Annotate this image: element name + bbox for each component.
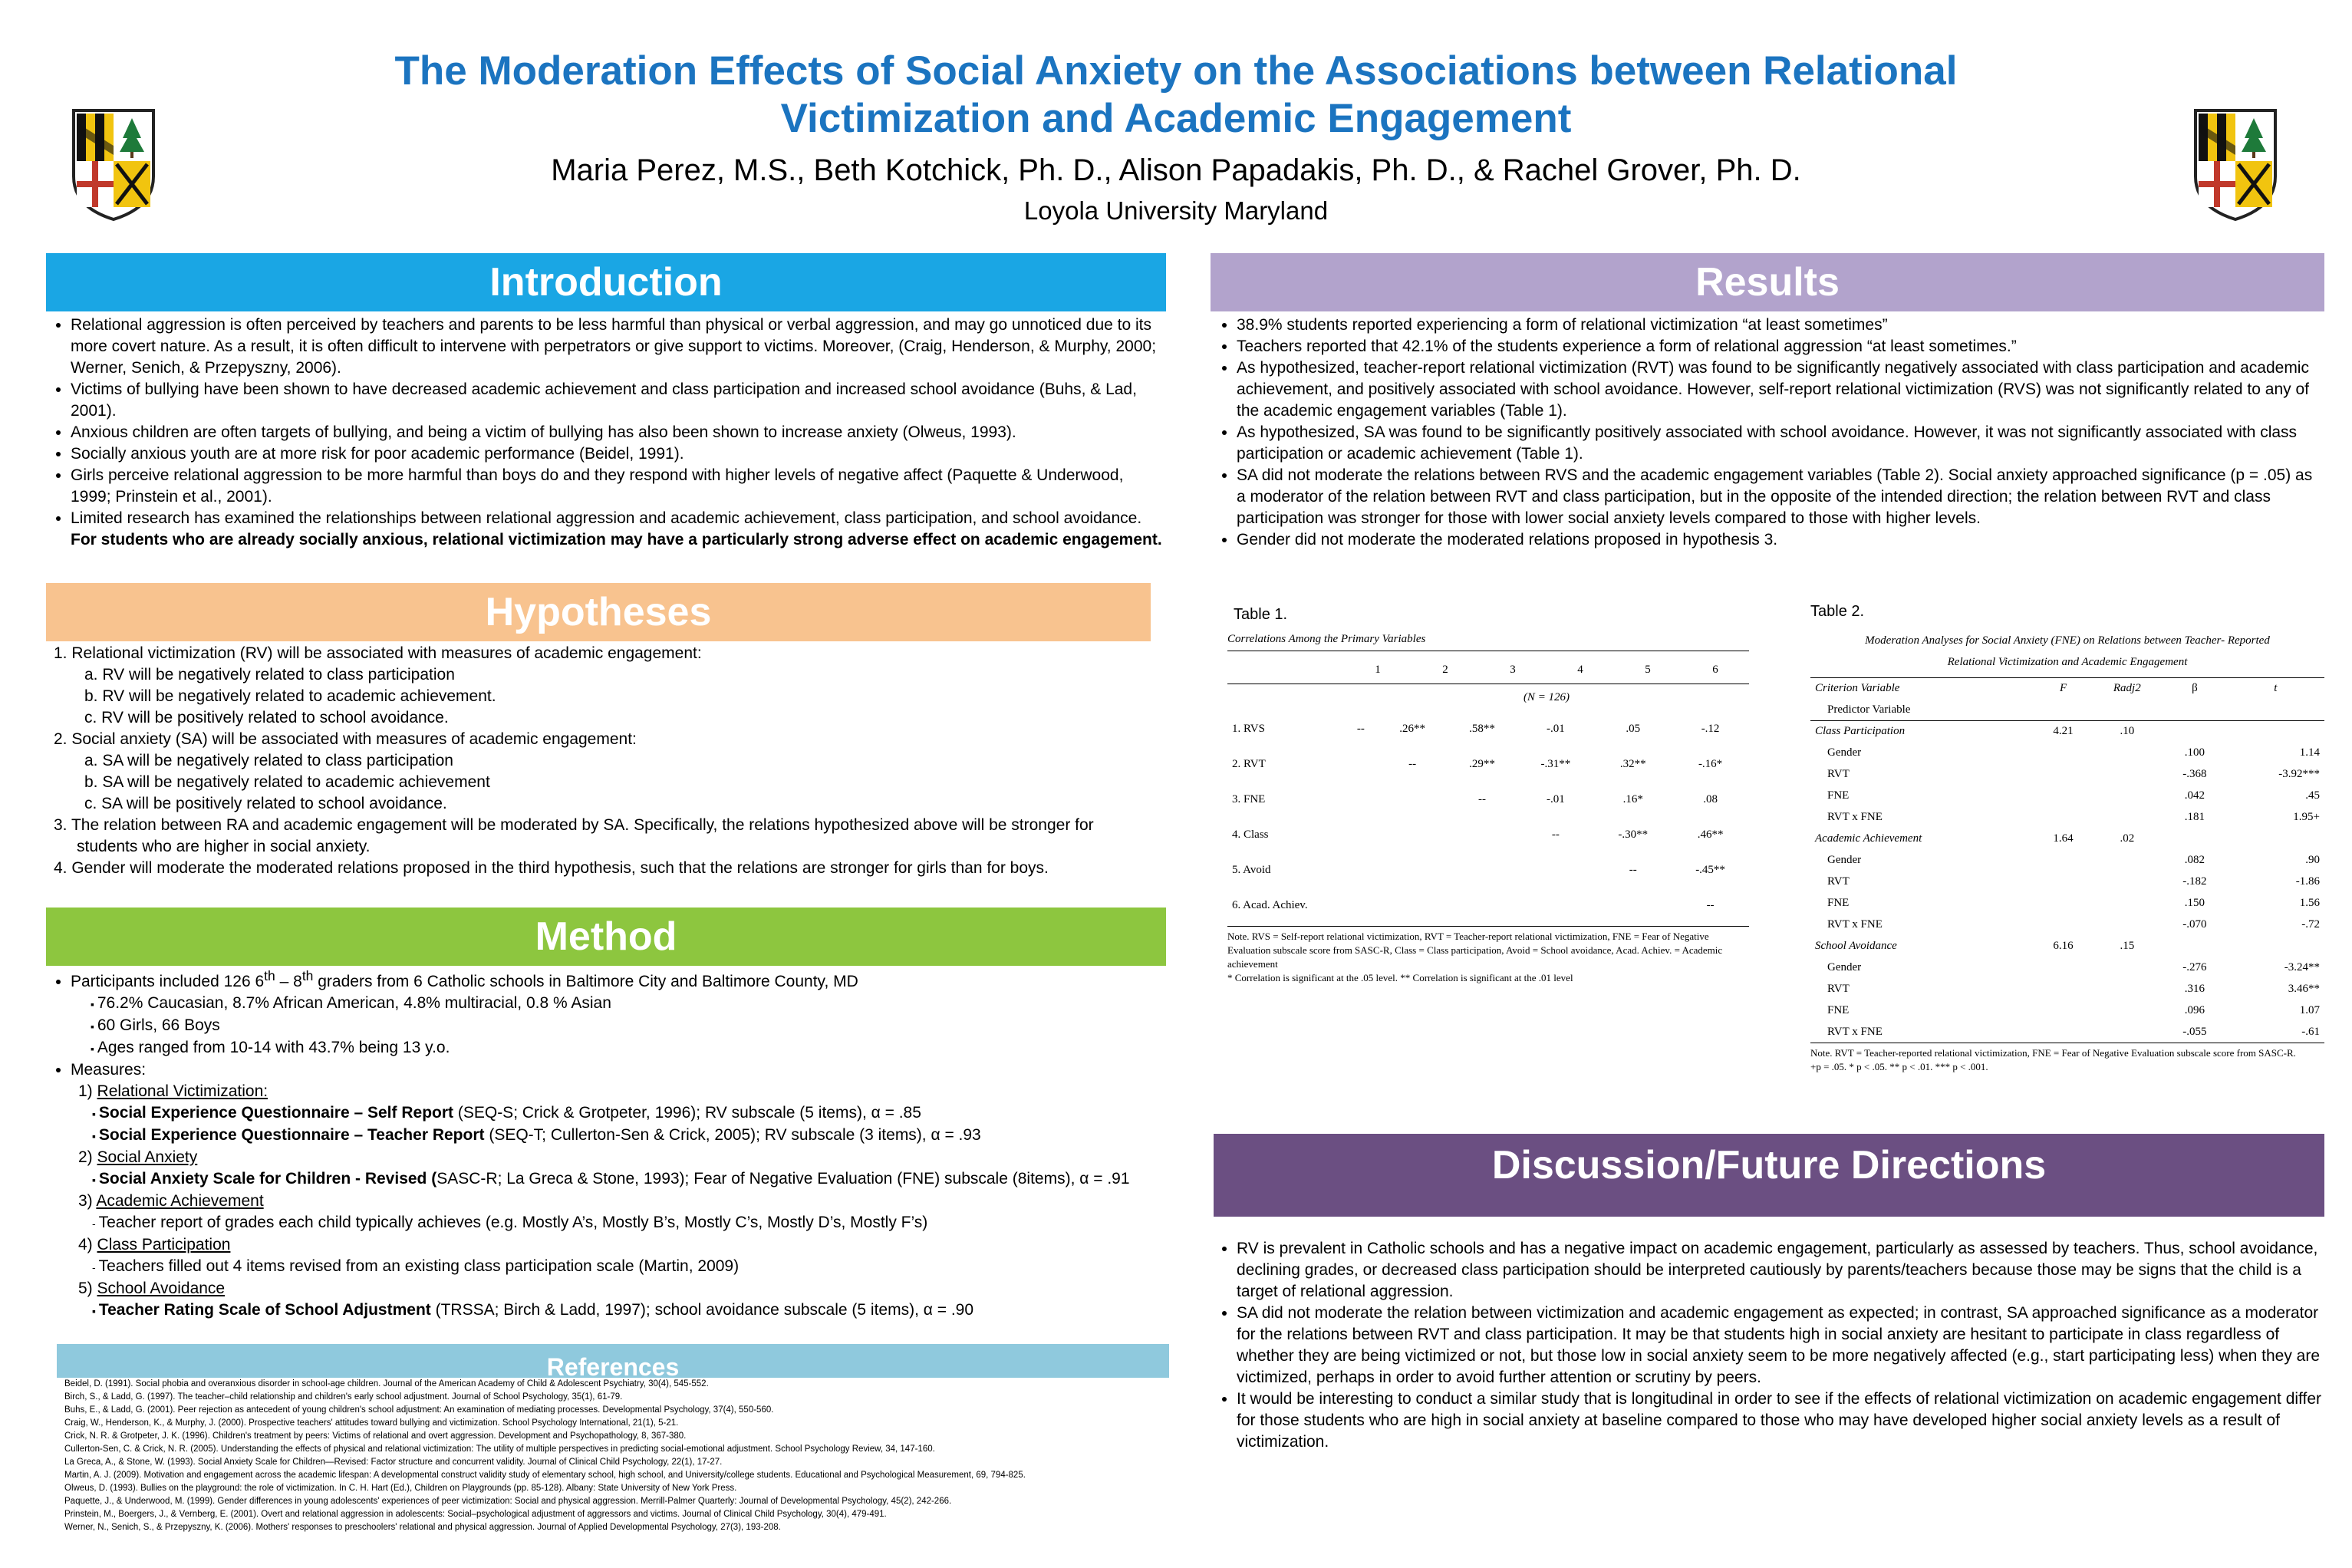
intro-bold-statement: For students who are already socially anxious, relational victimization may have a particularly strong adverse effect on academic engagement. xyxy=(71,531,1162,548)
table-2-subtitle-line: Relational Victimization and Academic Engagement xyxy=(1947,656,2188,668)
references-header: References xyxy=(57,1344,1169,1378)
predictor-row xyxy=(1810,850,2324,871)
university-crest-left xyxy=(71,107,156,221)
participants-part: – 8 xyxy=(275,973,302,990)
table-row xyxy=(1227,746,1749,782)
table-1-grid xyxy=(1227,657,1749,711)
correlation-cell xyxy=(1344,888,1378,923)
row-label: 6. Acad. Achiev. xyxy=(1232,898,1308,911)
intro-bullet: • Relational aggression is often perceived by teachers and parents to be less harmful than physical or verbal aggression, and may go unnoticed due to its more covert nature. As a result, it is often difficult to intervene with perpetrators or give support to victims. Moreover, (Craig, Henderson, & Murphy, 2000; Werner, Senich, & Przepyszny, 2006). xyxy=(71,315,1168,379)
r2-value: .15 xyxy=(2120,940,2135,952)
table-1-significance: * Correlation is significant at the .05 level. ** Correlation is significant at the .01 level xyxy=(1227,972,1573,983)
correlation-cell xyxy=(1448,888,1517,923)
reference-item: Prinstein, M., Boergers, J., & Vernberg, E. (2001). Overt and relational aggression in adolescents: Social–psychological adjustment of aggressors and victims. Journal of Clinical Child Psychology, 30(4), 479-491. xyxy=(64,1510,887,1519)
reference-item: Olweus, D. (1993). Bullies on the playground: the role of victimization. In C. H. Hart (Ed.), Children on Playgrounds (pp. 85-128). Albany: State University of New York Press. xyxy=(64,1484,737,1493)
col-header: 6 xyxy=(1712,664,1718,677)
demographic-item: ▪ 76.2% Caucasian, 8.7% African American, 4.8% multiracial, 0.8 % Asian xyxy=(91,993,1168,1015)
predictor-name: RVT xyxy=(1827,768,1850,780)
r2-value: .10 xyxy=(2120,725,2135,738)
measure-1 xyxy=(48,1081,1168,1102)
correlation-cell: -.16* xyxy=(1698,757,1723,770)
correlation-cell: -.12 xyxy=(1701,722,1720,735)
method-header: Method xyxy=(46,908,1166,966)
beta-value: -.055 xyxy=(2182,1025,2207,1038)
beta-value: -.182 xyxy=(2182,875,2207,888)
superscript: th xyxy=(264,968,275,983)
measure-detail: (SEQ-T; Cullerton-Sen & Crick, 2005); RV subscale (3 items), α = .93 xyxy=(484,1126,981,1144)
col-header: 3 xyxy=(1510,664,1516,677)
measure-title: Academic Achievement xyxy=(96,1192,264,1210)
beta-value: .316 xyxy=(2184,983,2205,995)
correlation-cell xyxy=(1448,817,1517,852)
measure-5a xyxy=(92,1300,1168,1322)
predictor-row xyxy=(1810,957,2324,979)
beta-value: -.070 xyxy=(2182,918,2207,931)
t-value: 1.14 xyxy=(2299,746,2320,759)
correlation-cell: -.01 xyxy=(1547,722,1565,735)
hypotheses-header: Hypotheses xyxy=(46,583,1151,641)
correlation-cell xyxy=(1344,782,1378,817)
row-label: 4. Class xyxy=(1232,828,1269,841)
predictor-name: Gender xyxy=(1827,854,1862,866)
predictor-row xyxy=(1810,871,2324,893)
discussion-bullet: • RV is prevalent in Catholic schools and has a negative impact on academic engagement, particularly as assessed by teachers. Thus, school avoidance, declining grades, or decreased class participation should be interpreted cautiously by parents/teachers because those may be signs that the child is a target of relational aggression. xyxy=(1237,1238,2322,1303)
correlation-cell: .16* xyxy=(1622,792,1643,805)
criterion-name: Class Participation xyxy=(1815,725,1906,738)
row-label: 2. RVT xyxy=(1232,757,1266,770)
intro-bullet-text: Limited research has examined the relationships between relational aggression and academic achievement, class participation, and school avoidance. xyxy=(71,509,1142,527)
intro-bullet: • Anxious children are often targets of bullying, and being a victim of bullying has also been shown to increase anxiety (Olweus, 1993). xyxy=(71,422,1168,443)
predictor-row xyxy=(1810,764,2324,786)
correlation-cell xyxy=(1448,852,1517,888)
predictor-row xyxy=(1810,979,2324,1000)
table-2-subtitle xyxy=(1810,630,2324,673)
table-row xyxy=(1227,711,1749,746)
measure-number: 1) xyxy=(78,1082,93,1100)
t-value: 1.95+ xyxy=(2293,811,2320,823)
poster-title xyxy=(230,48,2122,143)
table-1-note: Note. RVS = Self-report relational victimization, RVT = Teacher-report relational victimization, FNE = Fear of Negative Evaluation subscale score from SASC-R, Class = Class participation, Avoid = School avoidance, Acad. Achiev. = Academic achievement xyxy=(1227,931,1723,970)
measure-name: Social Anxiety Scale for Children - Revised ( xyxy=(98,1170,437,1188)
correlation-cell xyxy=(1594,888,1672,923)
reference-item: La Greca, A., & Stone, W. (1993). Social Anxiety Scale for Children—Revised: Factor structure and concurrent validity. Journal of Clinical Child Psychology, 22(1), 17-27. xyxy=(64,1458,723,1467)
measure-1a xyxy=(92,1102,1168,1125)
t-value: 3.46** xyxy=(2288,983,2320,995)
correlation-cell xyxy=(1517,852,1594,888)
measure-4a: - Teachers filled out 4 items revised from an existing class participation scale (Martin, 2009) xyxy=(92,1256,1168,1278)
participants-text xyxy=(71,965,1168,993)
correlation-cell: -- xyxy=(1629,863,1637,876)
row-label: 1. RVS xyxy=(1232,722,1265,735)
measure-name: Social Experience Questionnaire – Teacher Report xyxy=(98,1126,485,1144)
predictor-name: FNE xyxy=(1827,789,1850,802)
measure-title: Class Participation xyxy=(97,1236,231,1253)
t-value: -3.92*** xyxy=(2278,768,2320,780)
predictor-name: RVT xyxy=(1827,875,1850,888)
predictor-row xyxy=(1810,914,2324,936)
row-label: 5. Avoid xyxy=(1232,863,1271,876)
results-bullet: • Gender did not moderate the moderated relations proposed in hypothesis 3. xyxy=(1237,529,2322,551)
intro-bullet: • Socially anxious youth are at more risk for poor academic performance (Beidel, 1991). xyxy=(71,443,1168,465)
hypotheses-body xyxy=(54,643,1128,879)
predictor-name: FNE xyxy=(1827,897,1850,909)
beta-value: .100 xyxy=(2184,746,2205,759)
beta-value: .082 xyxy=(2184,854,2205,866)
correlation-cell: -- xyxy=(1356,722,1365,735)
t-value: 1.56 xyxy=(2299,897,2320,909)
title-line-1: The Moderation Effects of Social Anxiety on the Associations between Relational xyxy=(394,48,1958,94)
title-line-2: Victimization and Academic Engagement xyxy=(780,96,1572,141)
beta-header: β xyxy=(2192,682,2198,695)
reference-item: Craig, W., Henderson, K., & Murphy, J. (2000). Prospective teachers' attitudes toward bullying and victimization. School Psychology International, 21(1), 5-21. xyxy=(64,1418,679,1428)
predictor-name: FNE xyxy=(1827,1004,1850,1016)
correlation-cell: .08 xyxy=(1703,792,1718,805)
method-body xyxy=(48,965,1168,1322)
results-bullet: • 38.9% students reported experiencing a form of relational victimization “at least sometimes” xyxy=(1237,315,2322,336)
results-bullet: • As hypothesized, SA was found to be significantly positively associated with school avoidance. However, it was not significantly associated with class participation or academic achievement (Table 1). xyxy=(1237,422,2322,465)
predictor-row xyxy=(1810,807,2324,828)
measure-2 xyxy=(48,1147,1168,1168)
table-row xyxy=(1227,888,1749,923)
predictor-name: Gender xyxy=(1827,746,1862,759)
predictor-name: RVT xyxy=(1827,983,1850,995)
hypothesis-2a: a. SA will be negatively related to class participation xyxy=(84,752,453,769)
table-row xyxy=(1227,817,1749,852)
beta-value: -.276 xyxy=(2182,961,2207,973)
measure-title: School Avoidance xyxy=(97,1280,226,1297)
t-value: -1.86 xyxy=(2295,875,2320,888)
group-row xyxy=(1810,721,2324,743)
predictor-row xyxy=(1810,893,2324,914)
hypothesis-2: 2. Social anxiety (SA) will be associated with measures of academic engagement: xyxy=(54,730,637,748)
reference-item: Buhs, E., & Ladd, G. (2001). Peer rejection as antecedent of young children's school adjustment: An examination of mediating processes. Developmental Psychology, 37(4), 550-560. xyxy=(64,1405,774,1415)
intro-bullet: • Girls perceive relational aggression to be more harmful than boys do and they respond with higher levels of negative affect (Paquette & Underwood, 1999; Prinstein et al., 2001). xyxy=(71,465,1168,508)
table-row xyxy=(1227,852,1749,888)
predictor-row xyxy=(1810,1022,2324,1043)
measure-number: 3) xyxy=(78,1192,93,1210)
beta-value: .181 xyxy=(2184,811,2205,823)
beta-value: .042 xyxy=(2184,789,2205,802)
hypothesis-1: 1. Relational victimization (RV) will be associated with measures of academic engagement: xyxy=(54,644,702,662)
reference-item: Martin, A. J. (2009). Motivation and engagement across the academic lifespan: A developmental construct validity study of elementary school, high school, and University/college students. Educational and Psychological Measurement, 69, 794-825. xyxy=(64,1471,1026,1480)
criterion-name: School Avoidance xyxy=(1815,940,1897,952)
group-row xyxy=(1810,936,2324,957)
f-value: 1.64 xyxy=(2053,832,2074,845)
measure-5 xyxy=(48,1278,1168,1300)
measure-detail: (SEQ-S; Crick & Grotpeter, 1996); RV subscale (5 items), α = .85 xyxy=(453,1104,921,1122)
references-list xyxy=(64,1378,1161,1534)
predictor-name: Gender xyxy=(1827,961,1862,973)
correlation-cell: -- xyxy=(1478,792,1487,805)
criterion-header: Criterion Variable xyxy=(1815,682,1900,695)
correlation-cell xyxy=(1344,852,1378,888)
col-header: 1 xyxy=(1375,664,1381,677)
correlation-cell: .58** xyxy=(1469,722,1495,735)
predictor-row xyxy=(1810,1000,2324,1022)
measure-name: Teacher Rating Scale of School Adjustment xyxy=(98,1301,431,1319)
predictor-row xyxy=(1810,786,2324,807)
measure-number: 2) xyxy=(78,1148,93,1166)
measure-number: 5) xyxy=(78,1280,93,1297)
hypothesis-1a: a. RV will be negatively related to class participation xyxy=(84,666,455,684)
f-value: 6.16 xyxy=(2053,940,2074,952)
correlation-cell: -.30** xyxy=(1618,828,1649,841)
intro-bullet xyxy=(71,508,1168,551)
beta-value: .096 xyxy=(2184,1004,2205,1016)
col-header: 2 xyxy=(1442,664,1448,677)
correlation-cell xyxy=(1344,817,1378,852)
correlation-cell: .29** xyxy=(1469,757,1495,770)
table-1-body xyxy=(1227,711,1749,923)
hypothesis-3: 3. The relation between RA and academic engagement will be moderated by SA. Specifically, the relations hypothesized above will be stronger for students who are higher in social anxiety. xyxy=(54,816,1094,855)
table-2-caption: Table 2. xyxy=(1810,603,1865,620)
r2-value: .02 xyxy=(2120,832,2135,845)
introduction-header: Introduction xyxy=(46,253,1166,311)
results-body xyxy=(1214,315,2322,551)
correlation-cell: -- xyxy=(1706,898,1715,911)
col-header: 5 xyxy=(1645,664,1651,677)
measure-3 xyxy=(48,1191,1168,1212)
predictor-name: RVT x FNE xyxy=(1827,918,1883,931)
correlation-cell xyxy=(1344,746,1378,782)
results-bullet: • As hypothesized, teacher-report relational victimization (RVT) was found to be significantly negatively associated with class participation and academic achievement, and positively associated with school avoidance. However, self-report relational victimization (RVS) was not significantly related to any of the academic engagement variables (Table 1). xyxy=(1237,357,2322,422)
intro-bullet: • Victims of bullying have been shown to have decreased academic achievement and class participation and increased school avoidance (Buhs, & Lad, 2001). xyxy=(71,379,1168,422)
correlation-cell: .46** xyxy=(1697,828,1724,841)
hypothesis-4: 4. Gender will moderate the moderated relations proposed in the third hypothesis, such that the relations are stronger for girls than for boys. xyxy=(54,859,1049,877)
criterion-name: Academic Achievement xyxy=(1815,832,1922,845)
discussion-header: Discussion/Future Directions xyxy=(1214,1134,2324,1217)
t-value: -3.24** xyxy=(2284,961,2320,973)
table-2-subtitle-line: Moderation Analyses for Social Anxiety (FNE) on Relations between Teacher- Reported xyxy=(1865,634,2270,647)
f-header: F xyxy=(2059,682,2067,695)
predictor-header: Predictor Variable xyxy=(1827,703,1911,716)
reference-item: Werner, N., Senich, S., & Przepyszny, K. (2006). Mothers' responses to preschoolers' relational and physical aggression. Journal of Applied Developmental Psychology, 27(3), 193-208. xyxy=(64,1523,781,1532)
correlation-cell xyxy=(1378,888,1448,923)
correlation-cell xyxy=(1378,852,1448,888)
correlation-cell: .32** xyxy=(1619,757,1646,770)
table-1-subtitle: Correlations Among the Primary Variables xyxy=(1227,633,1749,651)
participants-part: graders from 6 Catholic schools in Baltimore City and Baltimore County, MD xyxy=(313,973,858,990)
reference-item: Beidel, D. (1991). Social phobia and overanxious disorder in school-age children. Journal of the American Academy of Child & Adolescent Psychiatry, 30(4), 545-552. xyxy=(64,1379,709,1388)
reference-item: Cullerton-Sen, C. & Crick, N. R. (2005). Understanding the effects of physical and relational victimization: The utility of multiple perspectives in predicting social-emotional adjustment. School Psychology Review, 34, 147-160. xyxy=(64,1444,935,1454)
table-2-significance: +p = .05. * p < .05. ** p < .01. *** p < .001. xyxy=(1810,1061,1988,1072)
discussion-bullet: • It would be interesting to conduct a similar study that is longitudinal in order to see if the effects of relational victimization on academic engagement differ for those students who are high in social anxiety at baseline compared to those who may have developed higher social anxiety levels as a result of victimization. xyxy=(1237,1388,2322,1453)
table-2-grid xyxy=(1810,677,2324,1043)
t-value: .90 xyxy=(2305,854,2320,866)
table-1 xyxy=(1227,606,1749,985)
measures-label: • Measures: xyxy=(71,1059,1168,1081)
predictor-name: RVT x FNE xyxy=(1827,1025,1883,1038)
t-value: .45 xyxy=(2305,789,2320,802)
measure-3a: - Teacher report of grades each child typically achieves (e.g. Mostly A’s, Mostly B’s, Mostly C’s, Mostly D’s, Mostly F’s) xyxy=(92,1212,1168,1234)
authors: Maria Perez, M.S., Beth Kotchick, Ph. D., Alison Papadakis, Ph. D., & Rachel Grover, Ph. D. xyxy=(551,153,1801,187)
hypothesis-1c: c. RV will be positively related to school avoidance. xyxy=(84,709,449,726)
beta-value: -.368 xyxy=(2182,768,2207,780)
correlation-cell xyxy=(1378,782,1448,817)
table-row xyxy=(1227,782,1749,817)
correlation-cell: -- xyxy=(1408,757,1417,770)
university-crest-right xyxy=(2192,107,2278,221)
measure-detail: SASC-R; La Greca & Stone, 1993); Fear of Negative Evaluation (FNE) subscale (8items), α = .91 xyxy=(436,1170,1130,1188)
predictor-row xyxy=(1810,743,2324,764)
correlation-cell: .05 xyxy=(1626,722,1641,735)
hypothesis-2b: b. SA will be negatively related to academic achievement xyxy=(84,773,490,791)
hypothesis-1b: b. RV will be negatively related to academic achievement. xyxy=(84,687,496,705)
beta-value: .150 xyxy=(2184,897,2205,909)
correlation-cell xyxy=(1378,817,1448,852)
correlation-cell: .26** xyxy=(1399,722,1426,735)
reference-item: Crick, N. R. & Grotpeter, J. K. (1996). Children's treatment by peers: Victims of relational and overt aggression. Development and Psychopathology, 8, 367-380. xyxy=(64,1431,687,1441)
t-value: 1.07 xyxy=(2299,1004,2320,1016)
results-bullet: • SA did not moderate the relations between RVS and the academic engagement variables (Table 2). Social anxiety approached significance (p = .05) as a moderator of the relation between RVT and class participation, but in the opposite of the intended direction; the relation between RVT and class participation was stronger for those with lower social anxiety levels compared to those with higher levels. xyxy=(1237,465,2322,529)
table-2-note: Note. RVT = Teacher-reported relational victimization, FNE = Fear of Negative Evaluation subscale score from SASC-R. xyxy=(1810,1047,2296,1059)
t-header: t xyxy=(2274,682,2278,695)
results-bullet: • Teachers reported that 42.1% of the students experience a form of relational aggression “at least sometimes.” xyxy=(1237,336,2322,357)
t-value: -.72 xyxy=(2301,918,2320,931)
demographic-item: ▪ 60 Girls, 66 Boys xyxy=(91,1015,1168,1037)
introduction-body xyxy=(48,315,1168,551)
correlation-cell: -.01 xyxy=(1547,792,1565,805)
col-header: 4 xyxy=(1577,664,1583,677)
f-value: 4.21 xyxy=(2053,725,2074,738)
discussion-bullet: • SA did not moderate the relation between victimization and academic engagement as expected; in contrast, SA approached significance as a moderator for the relations between RVT and class participation. It may be that students high in social anxiety are hesitant to participate in class regardless of whether they are being victimized or not, but those low in social anxiety seem to be more negatively affected (e.g., start participating less) when they are victimized, perhaps in order to avoid further attention or scrutiny by peers. xyxy=(1237,1303,2322,1388)
measure-detail: (TRSSA; Birch & Ladd, 1997); school avoidance subscale (5 items), α = .90 xyxy=(430,1301,974,1319)
measure-title: Relational Victimization: xyxy=(97,1082,268,1100)
measure-title: Social Anxiety xyxy=(97,1148,198,1166)
measure-name: Social Experience Questionnaire – Self Report xyxy=(98,1104,454,1122)
table-1-caption: Table 1. xyxy=(1234,606,1288,623)
table-2 xyxy=(1810,603,2324,1074)
results-header: Results xyxy=(1211,253,2324,311)
group-row xyxy=(1810,828,2324,850)
r2-header: Radj2 xyxy=(2113,682,2141,695)
correlation-cell: -.45** xyxy=(1695,863,1725,876)
measure-4 xyxy=(48,1234,1168,1256)
correlation-cell xyxy=(1517,888,1594,923)
measure-1b xyxy=(92,1125,1168,1147)
demographic-item: ▪ Ages ranged from 10-14 with 43.7% being 13 y.o. xyxy=(91,1037,1168,1059)
measure-2a xyxy=(92,1168,1168,1191)
affiliation: Loyola University Maryland xyxy=(1023,196,1329,225)
reference-item: Paquette, J., & Underwood, M. (1999). Gender differences in young adolescents' experiences of peer victimization: Social and physical aggression. Merrill-Palmer Quarterly: Journal of Developmental Psychology, 45(2), 242-266. xyxy=(64,1497,952,1506)
hypothesis-2c: c. SA will be positively related to school avoidance. xyxy=(84,795,447,812)
reference-item: Birch, S., & Ladd, G. (1997). The teacher–child relationship and children's early school adjustment. Journal of School Psychology, 35(1), 61-79. xyxy=(64,1392,623,1402)
correlation-cell: -.31** xyxy=(1540,757,1571,770)
participants-part: Participants included 126 6 xyxy=(71,973,265,990)
row-label: 3. FNE xyxy=(1232,792,1266,805)
t-value: -.61 xyxy=(2301,1025,2320,1038)
superscript: th xyxy=(301,968,314,983)
correlation-cell: -- xyxy=(1551,828,1560,841)
predictor-name: RVT x FNE xyxy=(1827,811,1883,823)
measure-number: 4) xyxy=(78,1236,93,1253)
discussion-body xyxy=(1214,1238,2322,1453)
sample-size: (N = 126) xyxy=(1523,690,1570,703)
